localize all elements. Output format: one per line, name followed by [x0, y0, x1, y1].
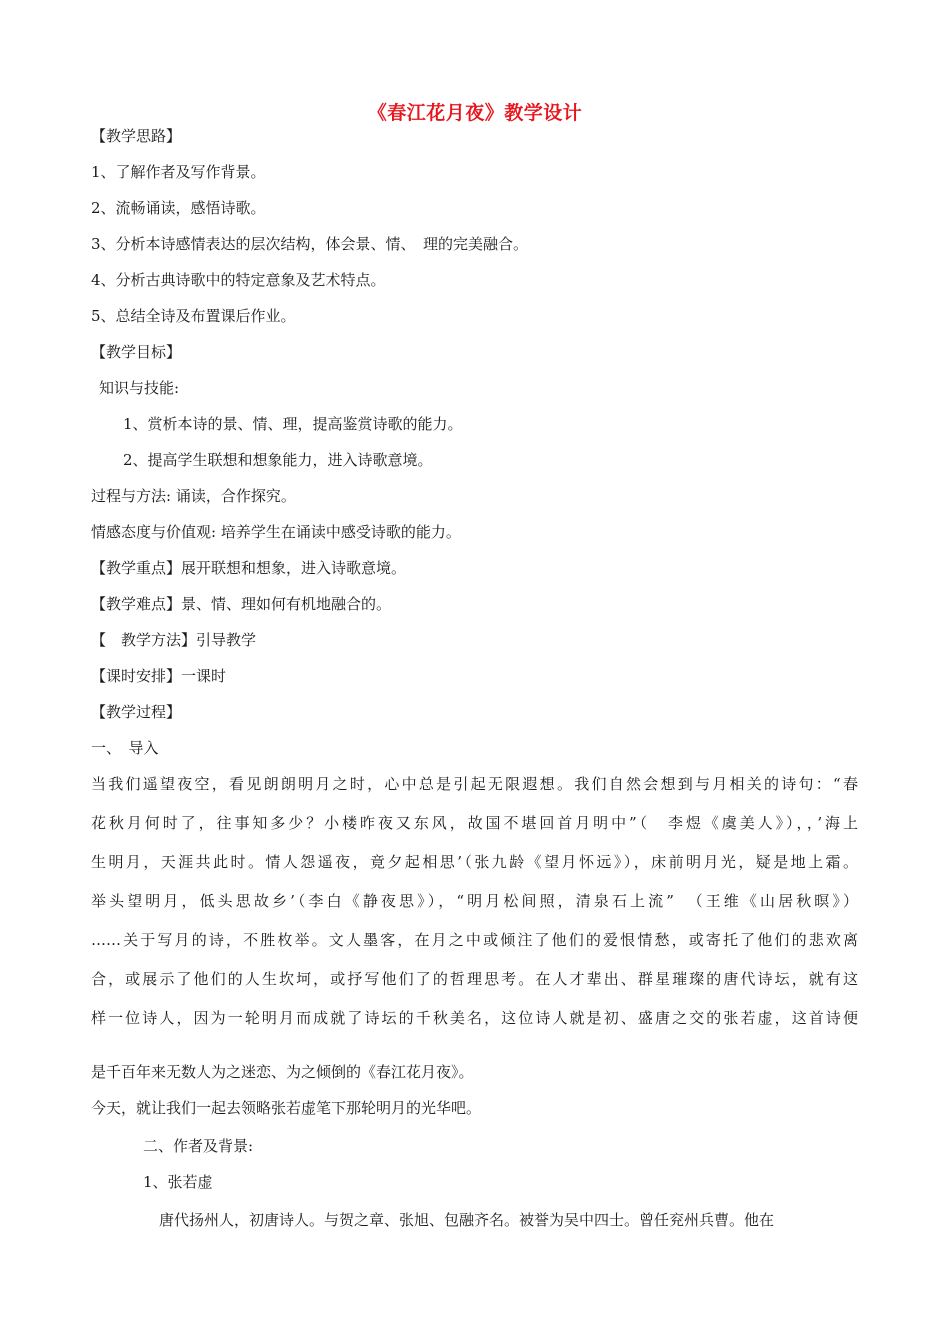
goal-process-method: 过程与方法: 诵读，合作探究。 — [91, 487, 296, 505]
author-description: 唐代扬州人，初唐诗人。与贺之章、张旭、包融齐名。被誉为吴中四士。曾任兖州兵曹。他在 — [159, 1211, 775, 1229]
approach-item-5: 5、总结全诗及布置课后作业。 — [91, 307, 296, 325]
document-title: 《春江花月夜》教学设计 — [367, 102, 583, 124]
goal-emotion-values: 情感态度与价值观: 培养学生在诵读中感受诗歌的能力。 — [91, 523, 461, 541]
process-step-introduction: 一、 导入 — [91, 739, 159, 757]
goal-knowledge-skills: 知识与技能: — [99, 379, 180, 397]
intro-paragraph-line-1: 当我们遥望夜空，看见朗朗明月之时，心中总是引起无限遐想。我们自然会想到与月相关的诗句：“春 — [91, 775, 858, 793]
goal-item-2: 2、提高学生联想和想象能力，进入诗歌意境。 — [123, 451, 433, 469]
section-heading-teaching-goals: 【教学目标】 — [91, 343, 182, 361]
teaching-key-point: 【教学重点】展开联想和想象，进入诗歌意境。 — [91, 559, 407, 577]
approach-item-2: 2、流畅诵读，感悟诗歌。 — [91, 199, 266, 217]
intro-paragraph-line-8: 是千百年来无数人为之迷恋、为之倾倒的《春江花月夜》。 — [91, 1063, 474, 1081]
goal-item-1: 1、赏析本诗的景、情、理，提高鉴赏诗歌的能力。 — [123, 415, 463, 433]
approach-item-4: 4、分析古典诗歌中的特定意象及艺术特点。 — [91, 271, 386, 289]
approach-item-3: 3、分析本诗感情表达的层次结构，体会景、情、 理的完美融合。 — [91, 235, 529, 253]
intro-paragraph-line-4: 举头望明月，低头思故乡’（李白《静夜思》），“明月松间照，清泉石上流” （王维《山居秋暝》） — [91, 892, 858, 910]
section-heading-teaching-process: 【教学过程】 — [91, 703, 182, 721]
intro-paragraph-line-5: ……关于写月的诗，不胜枚举。文人墨客，在月之中或倾注了他们的爱恨情愁，或寄托了他们的悲欢离 — [91, 931, 858, 949]
author-heading-zhang-ruoxu: 1、张若虚 — [143, 1173, 213, 1191]
section-heading-author-background: 二、作者及背景: — [143, 1137, 254, 1155]
class-schedule: 【课时安排】一课时 — [91, 667, 227, 685]
teaching-difficulty: 【教学难点】景、情、理如何有机地融合的。 — [91, 595, 392, 613]
intro-paragraph-line-6: 合，或展示了他们的人生坎坷，或抒写他们了的哲理思考。在人才辈出、群星璀璨的唐代诗坛，就有这 — [91, 970, 858, 988]
intro-paragraph-line-3: 生明月，天涯共此时。情人怨遥夜，竟夕起相思’（张九龄《望月怀远》），床前明月光，疑是地上霜。 — [91, 853, 858, 871]
intro-paragraph-line-2: 花秋月何时了，往事知多少？小楼昨夜又东风，故国不堪回首月明中”（ 李煜《虞美人》），，’海上 — [91, 814, 858, 832]
teaching-method: 【 教学方法】引导教学 — [91, 631, 257, 649]
section-heading-teaching-approach: 【教学思路】 — [91, 127, 182, 145]
intro-closing-sentence: 今天，就让我们一起去领略张若虚笔下那轮明月的光华吧。 — [91, 1099, 482, 1117]
approach-item-1: 1、了解作者及写作背景。 — [91, 163, 266, 181]
intro-paragraph-line-7: 样一位诗人，因为一轮明月而成就了诗坛的千秋美名，这位诗人就是初、盛唐之交的张若虚，这首诗便 — [91, 1009, 858, 1027]
